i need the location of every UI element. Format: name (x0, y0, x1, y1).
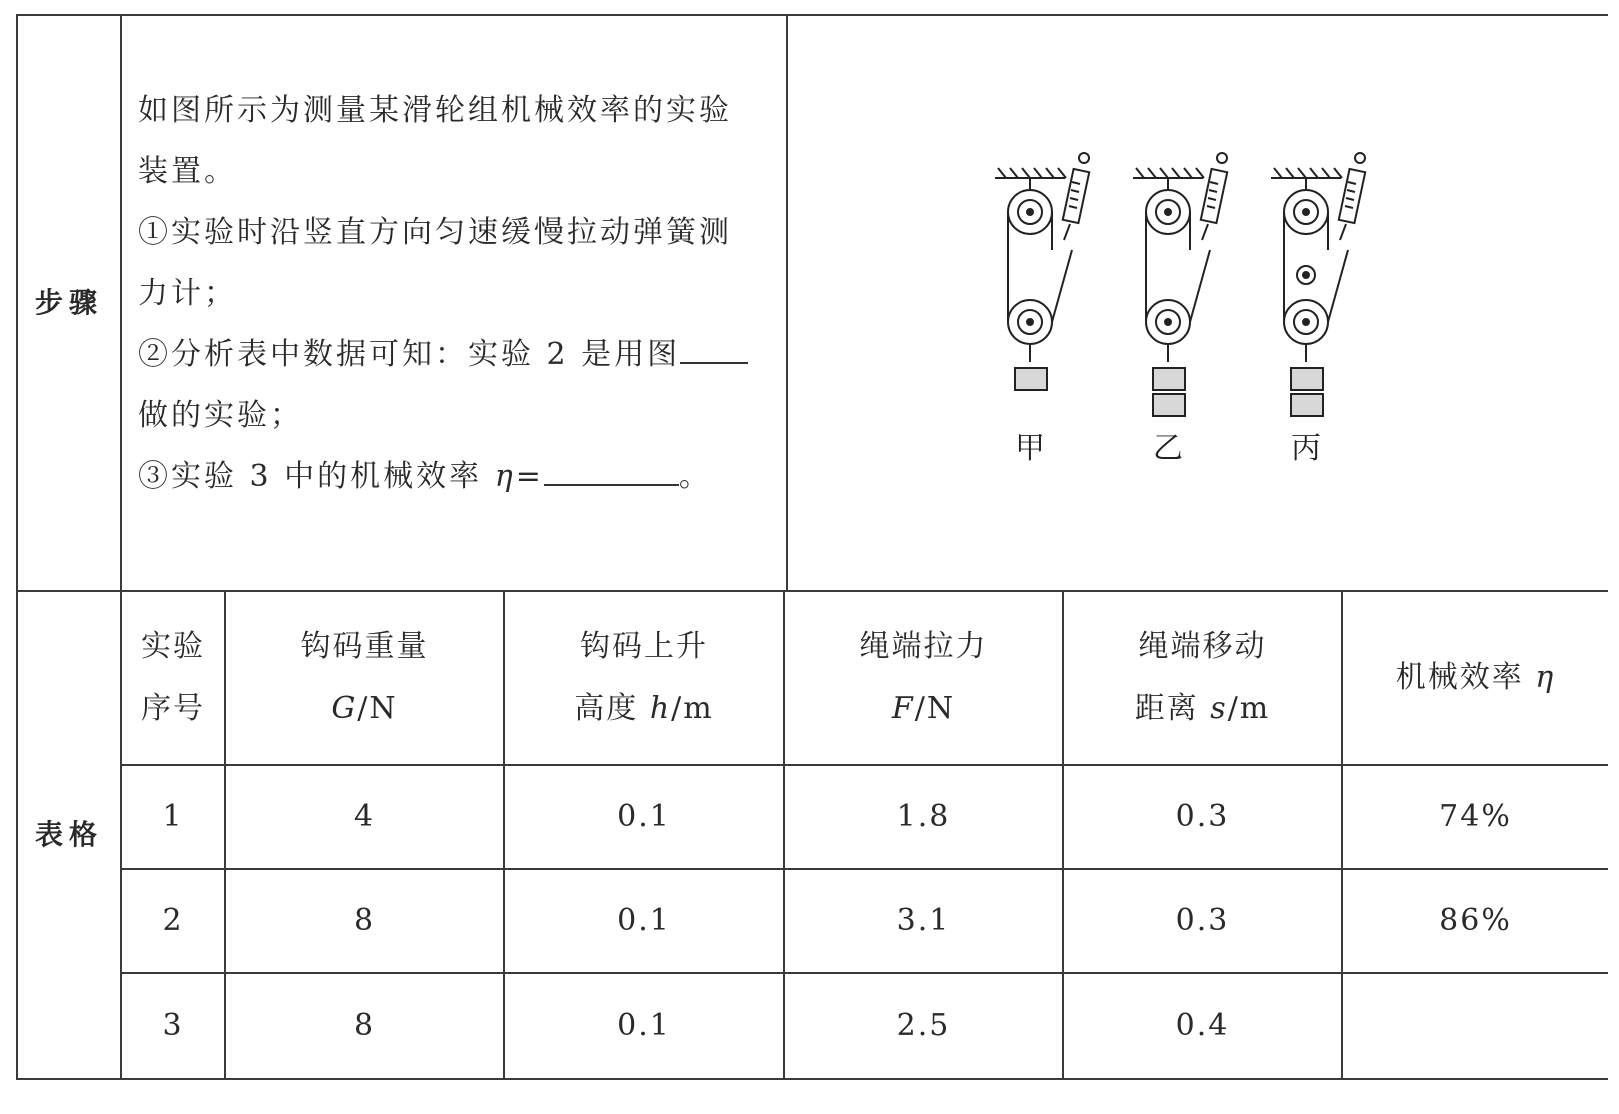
step-item-2 (138, 324, 758, 385)
pulley-setup-b (1133, 153, 1227, 416)
eta-symbol: η (494, 459, 516, 494)
table-cell-empty-efficiency (1343, 974, 1608, 1078)
header-height: 钩码上升 高度 h/m (574, 629, 714, 726)
header-pull-force: 绳端拉力 F/N (859, 629, 988, 726)
header-distance: 绳端移动 距离 s/m (1134, 629, 1271, 726)
steps-row-label: 步骤 (34, 286, 103, 319)
answer-blank-figure[interactable] (680, 334, 748, 364)
pulley-setup-c (1271, 153, 1365, 416)
table-cell: 3.1 (896, 903, 951, 938)
pulley-diagram (960, 140, 1380, 470)
table-cell: 0.4 (1175, 1008, 1230, 1043)
equals-sign: = (515, 459, 544, 494)
table-cell: 2.5 (896, 1008, 951, 1043)
table-cell: 8 (353, 1008, 376, 1043)
step-item-1: ①实验时沿竖直方向匀速缓慢拉动弹簧测 (138, 215, 732, 250)
table-cell: 0.1 (617, 1008, 671, 1043)
period: 。 (678, 459, 712, 494)
table-cell: 3 (162, 1008, 184, 1043)
answer-blank-efficiency[interactable] (544, 456, 679, 486)
table-cell: 2 (162, 903, 184, 938)
table-cell: 0.3 (1175, 903, 1230, 938)
figure-label-a: 甲 (1015, 431, 1045, 466)
table-row-label: 表格 (34, 818, 103, 851)
figure-label-c: 丙 (1291, 431, 1321, 466)
steps-text (138, 80, 758, 507)
step-item-3-text: ③实验 3 中的机械效率 (138, 459, 483, 494)
intro-line: 如图所示为测量某滑轮组机械效率的实验 (138, 93, 732, 128)
step-item-2-cont: 做的实验； (138, 398, 303, 433)
table-cell: 1 (162, 799, 184, 834)
step-item-1-cont: 力计； (138, 276, 237, 311)
header-trial-number: 实验 序号 (141, 629, 205, 726)
border-top (16, 14, 1608, 16)
table-cell: 8 (353, 903, 376, 938)
table-cell: 1.8 (896, 799, 951, 834)
header-efficiency: 机械效率 η (1395, 660, 1556, 695)
step-item-3 (138, 446, 758, 507)
table-cell: 0.1 (617, 903, 671, 938)
table-cell: 0.1 (617, 799, 671, 834)
table-cell: 4 (353, 799, 376, 834)
header-weight: 钩码重量 G/N (300, 629, 429, 726)
table-cell: 86% (1439, 903, 1512, 938)
table-cell: 0.3 (1175, 799, 1230, 834)
table-cell: 74% (1439, 799, 1512, 834)
intro-line: 装置。 (138, 154, 237, 189)
step-item-2-text: ②分析表中数据可知：实验 2 是用图 (138, 337, 681, 372)
pulley-setup-a (995, 153, 1089, 390)
steps-figure-divider (786, 14, 788, 592)
figure-label-b: 乙 (1153, 431, 1183, 466)
border-bottom (16, 1078, 1608, 1080)
